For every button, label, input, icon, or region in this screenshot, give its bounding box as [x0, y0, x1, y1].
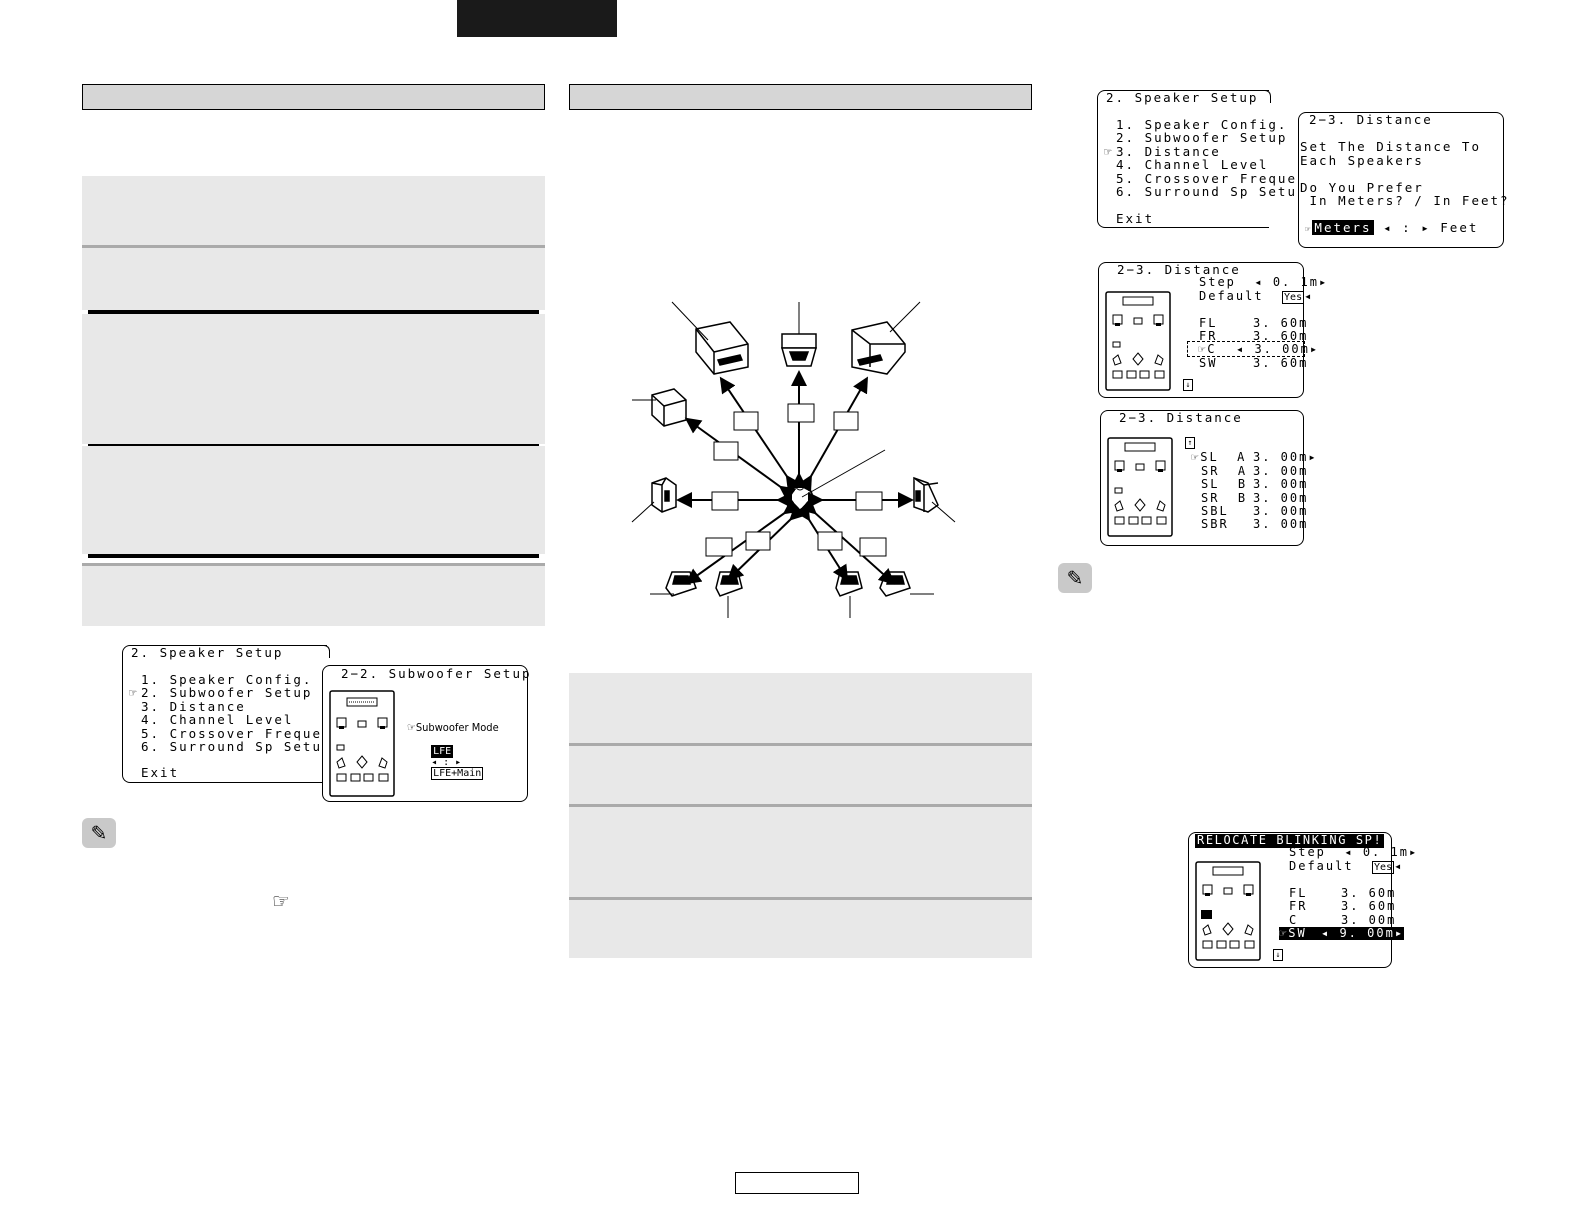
distance-intro-line: Each Speakers: [1300, 153, 1424, 168]
osd-title: 2−3. Distance: [1119, 410, 1243, 425]
speaker-distance-diagram: [630, 300, 960, 640]
step-row: Step ◂ 0. 1m▸: [1199, 275, 1329, 289]
speaker-name: FL: [1199, 316, 1218, 330]
step-label: Step: [1199, 275, 1236, 289]
speaker-distance[interactable]: 3. 60m: [1341, 899, 1397, 913]
option-lfe-main[interactable]: LFE+Main: [433, 768, 482, 779]
osd-menu-title: 2. Speaker Setup: [131, 645, 284, 660]
speaker-name: SL B: [1201, 477, 1248, 491]
unit-select-row: [1305, 221, 1478, 238]
osd-title: 2−3. Distance: [1117, 262, 1241, 277]
pencil-note-icon: ✎: [1058, 563, 1092, 593]
speaker-distance[interactable]: 3. 60m: [1341, 886, 1397, 900]
speaker-name: SW: [1199, 356, 1218, 370]
distance-intro-line: Set The Distance To: [1300, 139, 1481, 154]
speaker-layout-icon: [329, 690, 395, 797]
osd-title: 2−2. Subwoofer Setup: [341, 666, 532, 681]
distance-row-selected[interactable]: ☞C ◂ 3. 00m▸: [1187, 341, 1305, 357]
distance-intro-line: In Meters? / In Feet?: [1300, 193, 1510, 208]
distance-row: ☞SL A 3. 00m▸: [1191, 450, 1318, 464]
menu-item-speaker-config[interactable]: 1. Speaker Config.: [141, 672, 313, 687]
speaker-layout-icon: [1107, 437, 1173, 537]
menu-item-subwoofer-setup[interactable]: 2. Subwoofer Setup: [1116, 130, 1288, 145]
speaker-distance[interactable]: 3. 00m: [1253, 450, 1309, 464]
default-row: Default Yes ◂: [1199, 289, 1314, 303]
speaker-name: SR B: [1201, 491, 1248, 505]
step-panel-3: [82, 314, 545, 444]
subwoofer-mode-label: ☞Subwoofer Mode: [407, 721, 499, 734]
pointer-icon: ☞: [129, 685, 139, 700]
step-panel-m1: [569, 673, 1032, 743]
scroll-down-icon[interactable]: ↓: [1183, 379, 1193, 391]
scroll-up-icon[interactable]: ↑: [1185, 437, 1195, 449]
osd-title: 2−3. Distance: [1309, 112, 1433, 127]
section-header-left: [82, 84, 545, 110]
distance-intro-line: Do You Prefer: [1300, 180, 1424, 195]
pointer-icon: ☞: [1104, 144, 1114, 159]
distance-row: [1201, 478, 1308, 491]
relocate-warning: RELOCATE BLINKING SP!: [1197, 833, 1383, 847]
distance-row: [1289, 900, 1396, 913]
distance-row: [1201, 518, 1308, 531]
speaker-distance[interactable]: 3. 60m: [1253, 329, 1309, 343]
menu-item-exit[interactable]: Exit: [1116, 211, 1155, 226]
menu-item-channel-level[interactable]: 4. Channel Level: [1116, 157, 1269, 172]
speaker-distance[interactable]: 3. 00m: [1341, 913, 1397, 927]
step-panel-5: [82, 566, 545, 626]
speaker-name: ☞C: [1198, 342, 1217, 356]
page-number-box: [735, 1172, 859, 1194]
menu-item-surround-sp[interactable]: 6. Surround Sp Setu: [1116, 184, 1297, 199]
speaker-distance[interactable]: 3. 00m: [1253, 477, 1309, 491]
scroll-down-icon[interactable]: ↓: [1273, 949, 1283, 961]
speaker-name: SBL: [1201, 504, 1229, 518]
speaker-distance[interactable]: 3. 00m: [1254, 342, 1310, 356]
pointer-icon: ☞: [1305, 225, 1313, 235]
step-label: Step: [1289, 845, 1326, 859]
speaker-distance[interactable]: 3. 00m: [1253, 517, 1309, 531]
osd-speaker-setup-menu: [122, 645, 327, 783]
menu-item-exit[interactable]: Exit: [141, 765, 180, 780]
option-meters[interactable]: Meters: [1314, 220, 1372, 235]
osd-subwoofer-setup: [322, 665, 532, 802]
default-row: Default Yes ◂: [1289, 859, 1404, 873]
default-value[interactable]: Yes: [1374, 862, 1393, 873]
menu-item-distance[interactable]: 3. Distance: [1116, 144, 1221, 159]
speaker-distance[interactable]: 3. 60m: [1253, 356, 1309, 370]
speaker-distance[interactable]: 3. 60m: [1253, 316, 1309, 330]
speaker-distance[interactable]: 9. 00m: [1339, 926, 1395, 940]
speaker-name: C: [1289, 913, 1299, 927]
default-label: Default: [1199, 289, 1264, 303]
speaker-name: FR: [1199, 329, 1218, 343]
subwoofer-mode-row: [407, 735, 483, 790]
speaker-layout-icon: [1105, 291, 1171, 391]
menu-item-channel-level[interactable]: 4. Channel Level: [141, 712, 294, 727]
osd-distance-intro: [1298, 112, 1510, 248]
speaker-name: ☞SW: [1279, 926, 1307, 940]
speaker-name: SBR: [1201, 517, 1229, 531]
osd-menu-title: 2. Speaker Setup: [1106, 90, 1259, 105]
step-panel-4: [82, 446, 545, 554]
osd-relocate-speaker: [1188, 832, 1419, 968]
step-panel-m2: [569, 746, 1032, 804]
option-separator: ◂ : ▸: [431, 757, 462, 768]
pointing-hand-icon: ☞: [272, 889, 290, 913]
speaker-name: FL: [1289, 886, 1308, 900]
menu-item-speaker-config[interactable]: 1. Speaker Config.: [1116, 117, 1288, 132]
pencil-note-icon: ✎: [82, 818, 116, 848]
option-feet[interactable]: Feet: [1440, 220, 1479, 235]
speaker-distance[interactable]: 3. 00m: [1253, 491, 1309, 505]
distance-row-selected[interactable]: ☞SW ◂ 9. 00m▸: [1279, 926, 1405, 940]
step-panel-2: [82, 248, 545, 310]
default-label: Default: [1289, 859, 1354, 873]
distance-row: [1199, 357, 1308, 370]
menu-item-crossover[interactable]: 5. Crossover Freque: [141, 726, 322, 741]
menu-item-distance[interactable]: 3. Distance: [141, 699, 246, 714]
default-value[interactable]: Yes: [1284, 292, 1303, 303]
speaker-name: SR A: [1201, 464, 1248, 478]
step-panel-m4: [569, 900, 1032, 958]
speaker-distance[interactable]: 3. 00m: [1253, 464, 1309, 478]
speaker-distance[interactable]: 3. 00m: [1253, 504, 1309, 518]
menu-item-crossover[interactable]: 5. Crossover Freque: [1116, 171, 1297, 186]
step-panel-1: [82, 176, 545, 246]
divider: [88, 554, 539, 558]
step-value[interactable]: 0. 1m: [1272, 275, 1319, 289]
step-panel-m3: [569, 807, 1032, 897]
step-value[interactable]: 0. 1m: [1362, 845, 1409, 859]
menu-item-subwoofer-setup[interactable]: 2. Subwoofer Setup: [141, 685, 313, 700]
option-lfe[interactable]: LFE: [433, 746, 452, 757]
speaker-layout-icon: [1195, 861, 1261, 961]
section-header-middle: [569, 84, 1032, 110]
osd-distance-front: [1098, 262, 1329, 398]
osd-distance-surround: [1100, 410, 1318, 546]
step-row: Step ◂ 0. 1m▸: [1289, 845, 1419, 859]
speaker-name: ☞SL A: [1191, 450, 1247, 464]
speaker-name: FR: [1289, 899, 1308, 913]
menu-item-surround-sp[interactable]: 6. Surround Sp Setu: [141, 739, 322, 754]
osd-speaker-setup-menu-right: [1097, 90, 1297, 228]
option-separator: ◂ : ▸: [1383, 220, 1431, 235]
language-tab: [457, 0, 617, 37]
